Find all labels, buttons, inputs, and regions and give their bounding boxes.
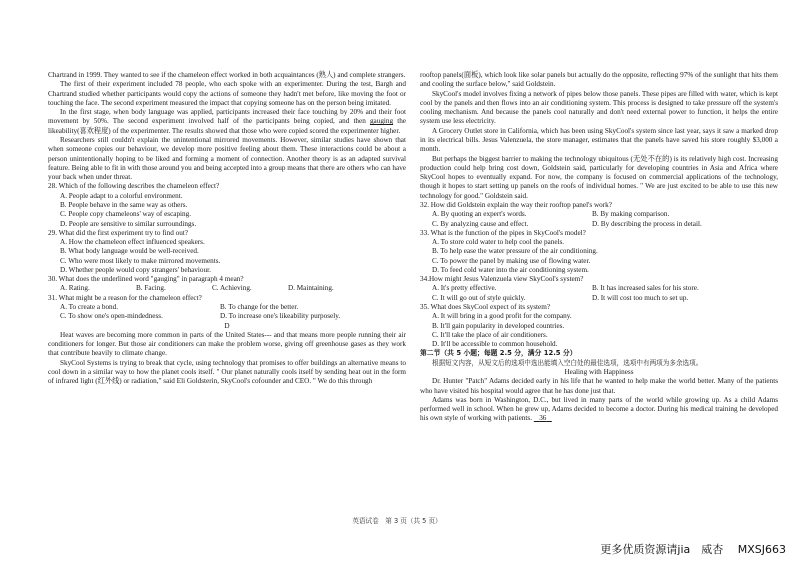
option: B. People behave in the same way as others. bbox=[60, 200, 188, 209]
page-footer: 英语试卷 第 3 页（共 5 页） bbox=[352, 517, 442, 525]
section-letter: D bbox=[224, 321, 230, 330]
section-instructions: 根据短文内容，从短文后的选项中选出能填入空白处的最佳选项，选项中有两项为多余选项。 bbox=[432, 358, 703, 367]
option-row bbox=[420, 294, 778, 303]
option: A. To create a bond. bbox=[60, 303, 119, 312]
question-28: 28. Which of the following describes the chameleon effect? bbox=[48, 182, 220, 191]
option: A. Rating. bbox=[60, 284, 90, 293]
watermark-text: 更多优质资源请jia 威杏 MXSJ663 bbox=[600, 543, 786, 556]
question-35: 35. What does SkyCool expect of its system? bbox=[420, 303, 551, 312]
option: D. It will cost too much to set up. bbox=[592, 293, 689, 302]
option: B. What body language would be well-received. bbox=[60, 247, 199, 256]
option: B. It has increased sales for his store. bbox=[592, 284, 699, 293]
option: B. To help ease the water pressure of the air conditioning. bbox=[432, 247, 598, 256]
option: A. It's pretty effective. bbox=[432, 284, 497, 293]
option: A. It will bring in a good profit for the company. bbox=[432, 312, 572, 321]
option: C. People copy chameleons' way of escaping. bbox=[60, 210, 192, 219]
option: B. Facing. bbox=[136, 284, 166, 293]
option: C. To power the panel by making use of flowing water. bbox=[432, 256, 591, 265]
option: C. It'll take the place of air conditioners. bbox=[432, 330, 548, 339]
option: B. By making comparison. bbox=[592, 210, 670, 219]
option: C. Achieving. bbox=[212, 284, 252, 293]
passage-paragraph: Heat waves are becoming more common in parts of the United States--- and that means more people running their air conditioners for longer. But those air conditioners can make the problem worse, giving off greenhouse gases as they work that contribute heavily to climate change. bbox=[48, 330, 406, 358]
passage-paragraph: rooftop panels(面板), which look like solar panels but actually do the opposite, reflecting 97% of the sunlight that hits them and cooling the surface below," said Goldstein. bbox=[420, 71, 778, 89]
paragraph-text: In the first stage, when body language was applied, participants increased their face touching by 20% and their foot movement by 50%. The second experiment involved half of the participants being copied, and then bbox=[48, 108, 406, 126]
passage-paragraph: Chartrand in 1999. They wanted to see if the chameleon effect worked in both acquaintances (熟人) and complete strangers. bbox=[48, 71, 406, 79]
blank-36 bbox=[534, 414, 552, 422]
option-row bbox=[48, 312, 406, 321]
option: A. How the chameleon effect influenced speakers. bbox=[60, 238, 205, 247]
question-30: 30. What does the underlined word "gauging" in paragraph 4 mean? bbox=[48, 275, 244, 284]
option: A. People adapt to a colorful environment. bbox=[60, 191, 183, 200]
option: C. By analyzing cause and effect. bbox=[432, 219, 529, 228]
option-row bbox=[48, 303, 406, 312]
option: D. To increase one's likeability purposely. bbox=[220, 312, 341, 321]
option: D. People are sensitive to similar surroundings. bbox=[60, 219, 197, 228]
underlined-word: gauging bbox=[369, 117, 394, 126]
option: D. To feed cold water into the air conditioning system. bbox=[432, 265, 589, 274]
question-32: 32. How did Goldstein explain the way their rooftop panel's work? bbox=[420, 200, 612, 209]
passage-paragraph bbox=[48, 108, 406, 136]
paragraph-text: Adams was born in Washington, D.C., but lived in many parts of the world while growing up. As a child Adams performed well in school. When he grew up, Adams decided to become a doctor. During his medical training he developed his own style of working with patients. bbox=[420, 395, 778, 423]
option: D. It'll be accessible to common household. bbox=[432, 340, 558, 349]
option: D. By describing the process in detail. bbox=[592, 219, 702, 228]
passage-paragraph: SkyCool Systems is trying to break that cycle, using technology that promises to offer buildings an alternative means to cool down in a similar way to how the planet cools itself. " Our planet naturally cools itself by sending heat out in the form of infrared light (红外线) or radiation," said Eli Goldsterin, SkyCool's cofounder and CEO. " We do this through bbox=[48, 358, 406, 386]
option: D. Maintaining. bbox=[288, 284, 334, 293]
option-row bbox=[420, 210, 778, 219]
option: A. By quoting an expert's words. bbox=[432, 210, 527, 219]
passage-title: Healing with Happiness bbox=[564, 368, 634, 376]
passage-paragraph: A Grocery Outlet store in California, which has been using SkyCool's system since last year, says it saw a marked drop in its electrical bills. Jesus Valenzuela, the store manager, estimates that the panels have saved his store roughly $3,000 a month. bbox=[420, 126, 778, 154]
passage-paragraph: Dr. Hunter "Patch" Adams decided early in his life that he wanted to help make the world better. Many of the patients who have visited his hospital would agree that he has done just that. bbox=[420, 377, 778, 395]
left-column bbox=[48, 71, 406, 387]
passage-paragraph: SkyCool's model involves fixing a network of pipes below those panels. These pipes are filled with water, which is kept cool by the panels and then flows into an air conditioning system. This process is designed to take pressure off the system's cooling mechanism. And because the panels cool naturally and don't need external power to function, it helps the entire system use less electricity. bbox=[420, 89, 778, 126]
option: A. To store cold water to help cool the panels. bbox=[432, 238, 565, 247]
question-34: 34.How might Jesus Valenzuela view SkyCool's system? bbox=[420, 275, 584, 284]
option-row bbox=[48, 284, 406, 293]
option: B. To change for the better. bbox=[220, 303, 299, 312]
passage-paragraph: The first of their experiment included 78 people, who each spoke with an experimenter. During the test, Bargh and Chartrand studied whether participants would copy the actions of someone they hadn't met before, like moving the foot or touching the face. The second experiment measured the impact that copying someone has on the person being imitated. bbox=[48, 80, 406, 107]
passage-paragraph bbox=[420, 396, 778, 424]
section-heading: 第二节（共 5 小题；每题 2.5 分，满分 12.5 分） bbox=[420, 349, 577, 358]
option: D. Whether people would copy strangers' behaviour. bbox=[60, 265, 211, 274]
option-row bbox=[420, 284, 778, 293]
option-row bbox=[420, 220, 778, 229]
option: B. It'll gain popularity in developed countries. bbox=[432, 321, 565, 330]
option: C. Who were most likely to make mirrored movements. bbox=[60, 256, 221, 265]
paragraph-text: the likeability(喜欢程度) of the experimenter. The results showed that those who were copied scored the experimenter higher. bbox=[48, 117, 406, 135]
right-column bbox=[420, 71, 778, 424]
question-29: 29. What did the first experiment try to find out? bbox=[48, 228, 188, 237]
option: C. To show one's open-mindedness. bbox=[60, 312, 163, 321]
blank-number: 36 bbox=[539, 414, 547, 423]
passage-paragraph: But perhaps the biggest barrier to making the technology ubiquitous (无处不在的) is its relatively high cost. Increasing production could help bring cost down, Goldstein said, particularly for developing countries in Asia and Africa where SkyCool hopes to eventually expand. For now, the company is focused on commercial applications of the technology, though it hopes to start setting up panels on the roofs of individual homes. " We are just excited to be able to use this new technology for good." Goldstein said. bbox=[420, 154, 778, 200]
passage-paragraph: Researchers still couldn't explain the unintentional mirrored movements. However, similar studies have shown that when someone copies our behaviour, we develop more positive feeling about them. These interactions could be about a person unintentionally hoping to be liked and forming a moment of connection. Another theory is as an adapted survival feature. Being able to fit in with those around you and being accepted into a group means that there are others who can have your back when under threat. bbox=[48, 135, 406, 182]
question-31: 31. What might be a reason for the chameleon effect? bbox=[48, 293, 202, 302]
option: C. It will go out of style quickly. bbox=[432, 293, 526, 302]
question-33: 33. What is the function of the pipes in SkyCool's model? bbox=[420, 228, 586, 237]
